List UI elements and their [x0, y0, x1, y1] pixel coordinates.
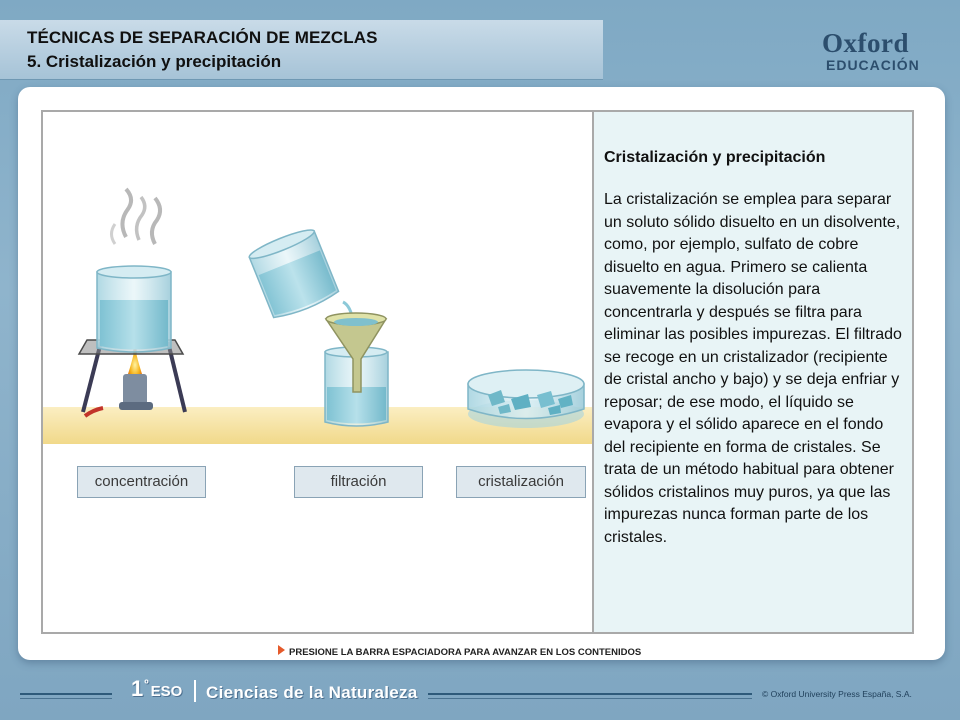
logo-brand: Oxford: [822, 28, 909, 58]
grade-level: [131, 676, 182, 702]
lab-illustration: [43, 112, 592, 632]
triangle-right-icon: [278, 645, 285, 655]
page-title: TÉCNICAS DE SEPARACIÓN DE MEZCLAS: [27, 28, 378, 47]
grade-number: 1: [131, 676, 144, 701]
copyright-notice: © Oxford University Press España, S.A.: [762, 689, 912, 699]
footer-line-left: [20, 693, 112, 695]
logo-division: EDUCACIÓN: [826, 57, 920, 73]
advance-hint: [278, 645, 641, 657]
title-bar: [0, 20, 603, 80]
footer-line-right: [428, 693, 752, 695]
grade-eso: ESO: [150, 683, 183, 700]
crystallizer-dish: [468, 370, 584, 428]
heating-setup: [79, 189, 185, 416]
panel-heading: Cristalización y precipitación: [604, 149, 826, 166]
grade-degree: º: [144, 677, 149, 691]
footer-line-left-thin: [20, 698, 112, 699]
label-concentration[interactable]: concentración: [77, 466, 206, 498]
footer-line-right-thin: [428, 698, 752, 699]
subject-name: Ciencias de la Naturaleza: [206, 683, 418, 702]
label-crystallization[interactable]: cristalización: [456, 466, 586, 498]
footer-separator: [194, 680, 196, 702]
illustration-scene: [43, 112, 592, 632]
hint-text: PRESIONE LA BARRA ESPACIADORA PARA AVANZAR EN LOS CONTENIDOS: [289, 647, 642, 658]
filtration-setup: [247, 226, 388, 426]
label-filtration[interactable]: filtración: [294, 466, 423, 498]
oxford-logo: [822, 30, 932, 73]
page-subtitle: 5. Cristalización y precipitación: [27, 52, 282, 71]
panel-body: La cristalización se emplea para separar un soluto sólido disuelto en un disolvente, como, por ejemplo, sulfato de cobre disuelto en agua. Primero se calienta suavemente la disolución para concentrarla y después se filtra para eliminar las posibles impurezas. El filtrado se recoge en un cristalizador (recipiente de cristal ancho y bajo) y se deja enfriar y reposar; de ese modo, el líquido se evapora y el sólido aparece en el fondo del recipiente en forma de cristales. Se trata de un método habitual para obtener sólidos cristalinos muy puros, ya que las impurezas nunca forman parte de los cristales.: [604, 191, 902, 546]
explanation-panel: [594, 112, 912, 632]
